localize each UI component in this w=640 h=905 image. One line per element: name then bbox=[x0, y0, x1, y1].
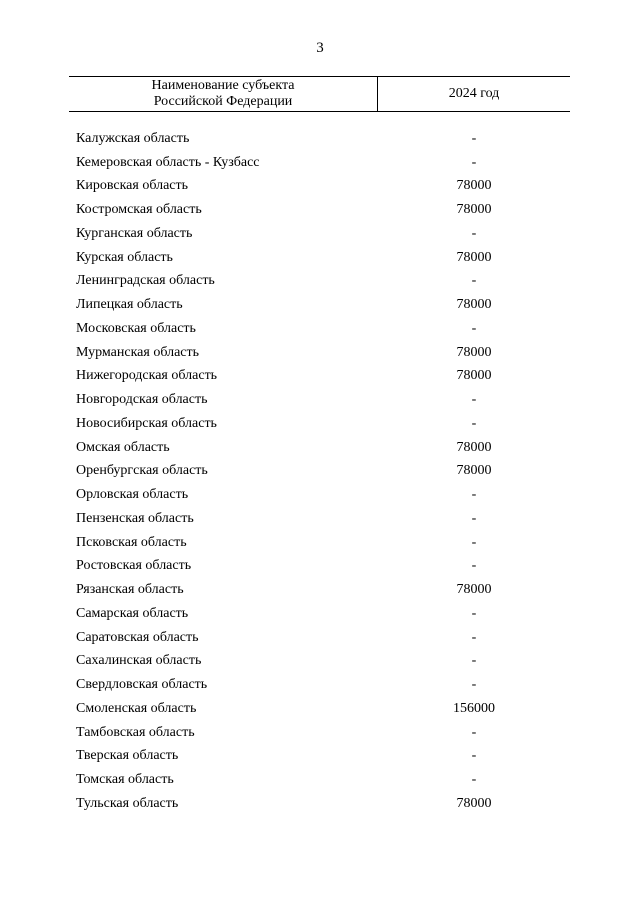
region-name: Кемеровская область - Кузбасс bbox=[76, 154, 260, 170]
table-row bbox=[76, 697, 570, 721]
region-name: Тверская область bbox=[76, 748, 179, 764]
region-value: 78000 bbox=[456, 344, 492, 360]
region-name: Смоленская область bbox=[76, 700, 197, 716]
region-value: 78000 bbox=[456, 202, 492, 218]
region-value: - bbox=[471, 415, 477, 431]
header-year: 2024 год bbox=[448, 86, 500, 101]
region-name: Новгородская область bbox=[76, 392, 208, 408]
table-row bbox=[76, 483, 570, 507]
region-value: - bbox=[471, 677, 477, 693]
region-value: - bbox=[471, 510, 477, 526]
table-row bbox=[76, 602, 570, 626]
region-value: 78000 bbox=[456, 795, 492, 811]
region-value: - bbox=[471, 605, 477, 621]
region-name: Курская область bbox=[76, 249, 173, 265]
region-value: - bbox=[471, 487, 477, 503]
page-number: 3 bbox=[316, 40, 324, 56]
region-value: - bbox=[471, 273, 477, 289]
region-value: - bbox=[471, 154, 477, 170]
table-row bbox=[76, 531, 570, 555]
region-name: Кировская область bbox=[76, 178, 189, 194]
table-row bbox=[76, 436, 570, 460]
region-name: Нижегородская область bbox=[76, 368, 218, 384]
region-name: Омская область bbox=[76, 439, 170, 455]
table-row bbox=[76, 507, 570, 531]
region-name: Самарская область bbox=[76, 605, 189, 621]
region-name: Орловская область bbox=[76, 487, 189, 503]
region-name: Московская область bbox=[76, 320, 196, 336]
table-header bbox=[69, 76, 570, 112]
region-value: - bbox=[471, 558, 477, 574]
header-subject-line-2: Российской Федерации bbox=[153, 94, 293, 109]
region-value: 78000 bbox=[456, 249, 492, 265]
region-name: Ленинградская область bbox=[76, 273, 215, 289]
region-value: - bbox=[471, 724, 477, 740]
region-name: Тамбовская область bbox=[76, 724, 195, 740]
region-value: - bbox=[471, 392, 477, 408]
region-name: Тульская область bbox=[76, 795, 179, 811]
region-name: Саратовская область bbox=[76, 629, 199, 645]
table-row bbox=[76, 341, 570, 365]
region-name: Калужская область bbox=[76, 130, 190, 146]
region-name: Костромская область bbox=[76, 202, 202, 218]
table-row bbox=[76, 222, 570, 246]
table-row bbox=[76, 721, 570, 745]
table-row bbox=[76, 460, 570, 484]
region-name: Псковская область bbox=[76, 534, 187, 550]
table-row bbox=[76, 768, 570, 792]
table-row bbox=[76, 317, 570, 341]
table-row bbox=[76, 792, 570, 816]
region-value: - bbox=[471, 320, 477, 336]
region-value: - bbox=[471, 748, 477, 764]
region-value: - bbox=[471, 653, 477, 669]
region-name: Томская область bbox=[76, 772, 174, 788]
region-value: 156000 bbox=[453, 700, 495, 716]
region-value: 78000 bbox=[456, 463, 492, 479]
table-row bbox=[76, 151, 570, 175]
region-name: Рязанская область bbox=[76, 582, 184, 598]
header-subject-name bbox=[69, 77, 378, 111]
region-name: Мурманская область bbox=[76, 344, 200, 360]
region-name: Оренбургская область bbox=[76, 463, 208, 479]
table-row bbox=[76, 673, 570, 697]
table-row bbox=[76, 388, 570, 412]
table-row bbox=[76, 650, 570, 674]
region-value: - bbox=[471, 772, 477, 788]
region-value: 78000 bbox=[456, 439, 492, 455]
table-body bbox=[76, 127, 570, 816]
table-row bbox=[76, 555, 570, 579]
region-name: Курганская область bbox=[76, 225, 193, 241]
table-row bbox=[76, 175, 570, 199]
region-name: Свердловская область bbox=[76, 677, 208, 693]
table-row bbox=[76, 127, 570, 151]
region-name: Ростовская область bbox=[76, 558, 192, 574]
region-value: - bbox=[471, 225, 477, 241]
header-subject-line-1: Наименование субъекта bbox=[151, 78, 295, 93]
region-value: - bbox=[471, 629, 477, 645]
region-value: 78000 bbox=[456, 368, 492, 384]
table-row bbox=[76, 626, 570, 650]
region-value: - bbox=[471, 534, 477, 550]
table-row bbox=[76, 246, 570, 270]
table-row bbox=[76, 293, 570, 317]
region-value: 78000 bbox=[456, 582, 492, 598]
region-name: Пензенская область bbox=[76, 510, 194, 526]
region-value: - bbox=[471, 130, 477, 146]
table-row bbox=[76, 412, 570, 436]
table-row bbox=[76, 270, 570, 294]
region-value: 78000 bbox=[456, 178, 492, 194]
region-name: Сахалинская область bbox=[76, 653, 202, 669]
table-row bbox=[76, 578, 570, 602]
region-name: Новосибирская область bbox=[76, 415, 217, 431]
region-name: Липецкая область bbox=[76, 297, 183, 313]
table-row bbox=[76, 365, 570, 389]
region-value: 78000 bbox=[456, 297, 492, 313]
table-row bbox=[76, 198, 570, 222]
table-row bbox=[76, 745, 570, 769]
